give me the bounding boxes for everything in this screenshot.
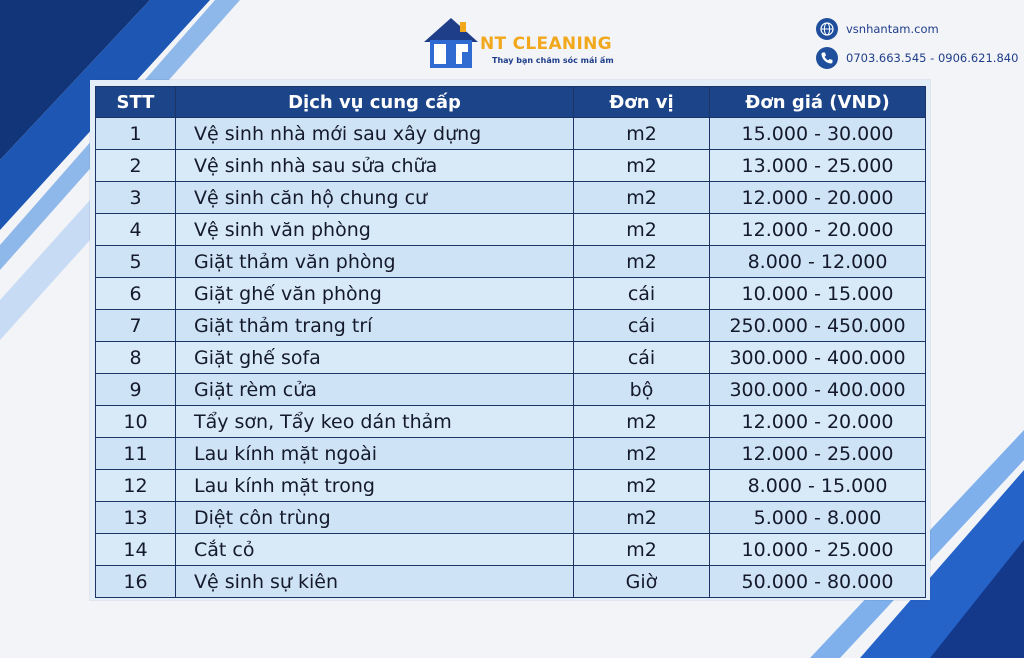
cell-unit: bộ — [574, 374, 710, 406]
table-row — [96, 374, 926, 406]
cell-price: 15.000 - 30.000 — [710, 118, 926, 150]
cell-price: 10.000 - 25.000 — [710, 534, 926, 566]
cell-service: Giặt thảm trang trí — [176, 310, 574, 342]
table-row — [96, 150, 926, 182]
phone-line — [816, 47, 1019, 69]
cell-unit: cái — [574, 342, 710, 374]
phone-numbers[interactable]: 0703.663.545 - 0906.621.840 — [846, 51, 1019, 65]
cell-stt: 13 — [96, 502, 176, 534]
column-header-price: Đơn giá (VND) — [710, 87, 926, 118]
cell-service: Diệt côn trùng — [176, 502, 574, 534]
house-logo-icon — [420, 12, 482, 74]
brand-name: NT CLEANING — [480, 34, 612, 54]
cell-price: 12.000 - 25.000 — [710, 438, 926, 470]
cell-unit: m2 — [574, 246, 710, 278]
website-link[interactable]: vsnhantam.com — [846, 22, 939, 36]
cell-stt: 12 — [96, 470, 176, 502]
cell-service: Giặt ghế văn phòng — [176, 278, 574, 310]
cell-service: Vệ sinh nhà mới sau xây dựng — [176, 118, 574, 150]
cell-service: Lau kính mặt trong — [176, 470, 574, 502]
cell-price: 12.000 - 20.000 — [710, 182, 926, 214]
table-row — [96, 182, 926, 214]
column-header-service: Dịch vụ cung cấp — [176, 87, 574, 118]
table-row — [96, 566, 926, 598]
tagline: Thay bạn chăm sóc mái ấm — [492, 56, 614, 65]
cell-service: Vệ sinh sự kiên — [176, 566, 574, 598]
cell-service: Vệ sinh căn hộ chung cư — [176, 182, 574, 214]
cell-stt: 7 — [96, 310, 176, 342]
cell-unit: Giờ — [574, 566, 710, 598]
price-table-panel — [90, 80, 930, 600]
cell-price: 300.000 - 400.000 — [710, 342, 926, 374]
cell-price: 8.000 - 15.000 — [710, 470, 926, 502]
cell-unit: m2 — [574, 182, 710, 214]
cell-unit: cái — [574, 278, 710, 310]
website-line — [816, 18, 1016, 40]
cell-stt: 2 — [96, 150, 176, 182]
table-row — [96, 438, 926, 470]
cell-stt: 1 — [96, 118, 176, 150]
table-row — [96, 342, 926, 374]
table-row — [96, 534, 926, 566]
cell-stt: 11 — [96, 438, 176, 470]
cell-stt: 14 — [96, 534, 176, 566]
cell-price: 8.000 - 12.000 — [710, 246, 926, 278]
cell-price: 10.000 - 15.000 — [710, 278, 926, 310]
cell-price: 12.000 - 20.000 — [710, 406, 926, 438]
cell-unit: m2 — [574, 150, 710, 182]
cell-unit: m2 — [574, 214, 710, 246]
table-row — [96, 246, 926, 278]
cell-price: 250.000 - 450.000 — [710, 310, 926, 342]
table-row — [96, 278, 926, 310]
cell-unit: m2 — [574, 406, 710, 438]
phone-icon — [816, 47, 838, 69]
cell-service: Vệ sinh văn phòng — [176, 214, 574, 246]
price-table — [95, 86, 926, 598]
cell-price: 50.000 - 80.000 — [710, 566, 926, 598]
table-row — [96, 502, 926, 534]
cell-unit: m2 — [574, 438, 710, 470]
contact-info — [816, 18, 1019, 76]
cell-stt: 8 — [96, 342, 176, 374]
cell-unit: m2 — [574, 118, 710, 150]
cell-unit: cái — [574, 310, 710, 342]
cell-unit: m2 — [574, 534, 710, 566]
table-row — [96, 310, 926, 342]
logo — [420, 12, 640, 74]
cell-stt: 5 — [96, 246, 176, 278]
column-header-unit: Đơn vị — [574, 87, 710, 118]
table-row — [96, 118, 926, 150]
cell-service: Vệ sinh nhà sau sửa chữa — [176, 150, 574, 182]
column-header-stt: STT — [96, 87, 176, 118]
cell-price: 300.000 - 400.000 — [710, 374, 926, 406]
cell-stt: 10 — [96, 406, 176, 438]
cell-stt: 9 — [96, 374, 176, 406]
cell-unit: m2 — [574, 470, 710, 502]
header — [0, 0, 1024, 80]
table-row — [96, 470, 926, 502]
cell-price: 13.000 - 25.000 — [710, 150, 926, 182]
cell-service: Tẩy sơn, Tẩy keo dán thảm — [176, 406, 574, 438]
cell-stt: 16 — [96, 566, 176, 598]
cell-stt: 6 — [96, 278, 176, 310]
table-row — [96, 406, 926, 438]
cell-service: Giặt thảm văn phòng — [176, 246, 574, 278]
table-header-row — [96, 87, 926, 118]
cell-service: Lau kính mặt ngoài — [176, 438, 574, 470]
cell-price: 5.000 - 8.000 — [710, 502, 926, 534]
cell-service: Giặt ghế sofa — [176, 342, 574, 374]
cell-unit: m2 — [574, 502, 710, 534]
cell-stt: 3 — [96, 182, 176, 214]
cell-price: 12.000 - 20.000 — [710, 214, 926, 246]
globe-icon — [816, 18, 838, 40]
cell-service: Giặt rèm cửa — [176, 374, 574, 406]
cell-service: Cắt cỏ — [176, 534, 574, 566]
cell-stt: 4 — [96, 214, 176, 246]
table-row — [96, 214, 926, 246]
